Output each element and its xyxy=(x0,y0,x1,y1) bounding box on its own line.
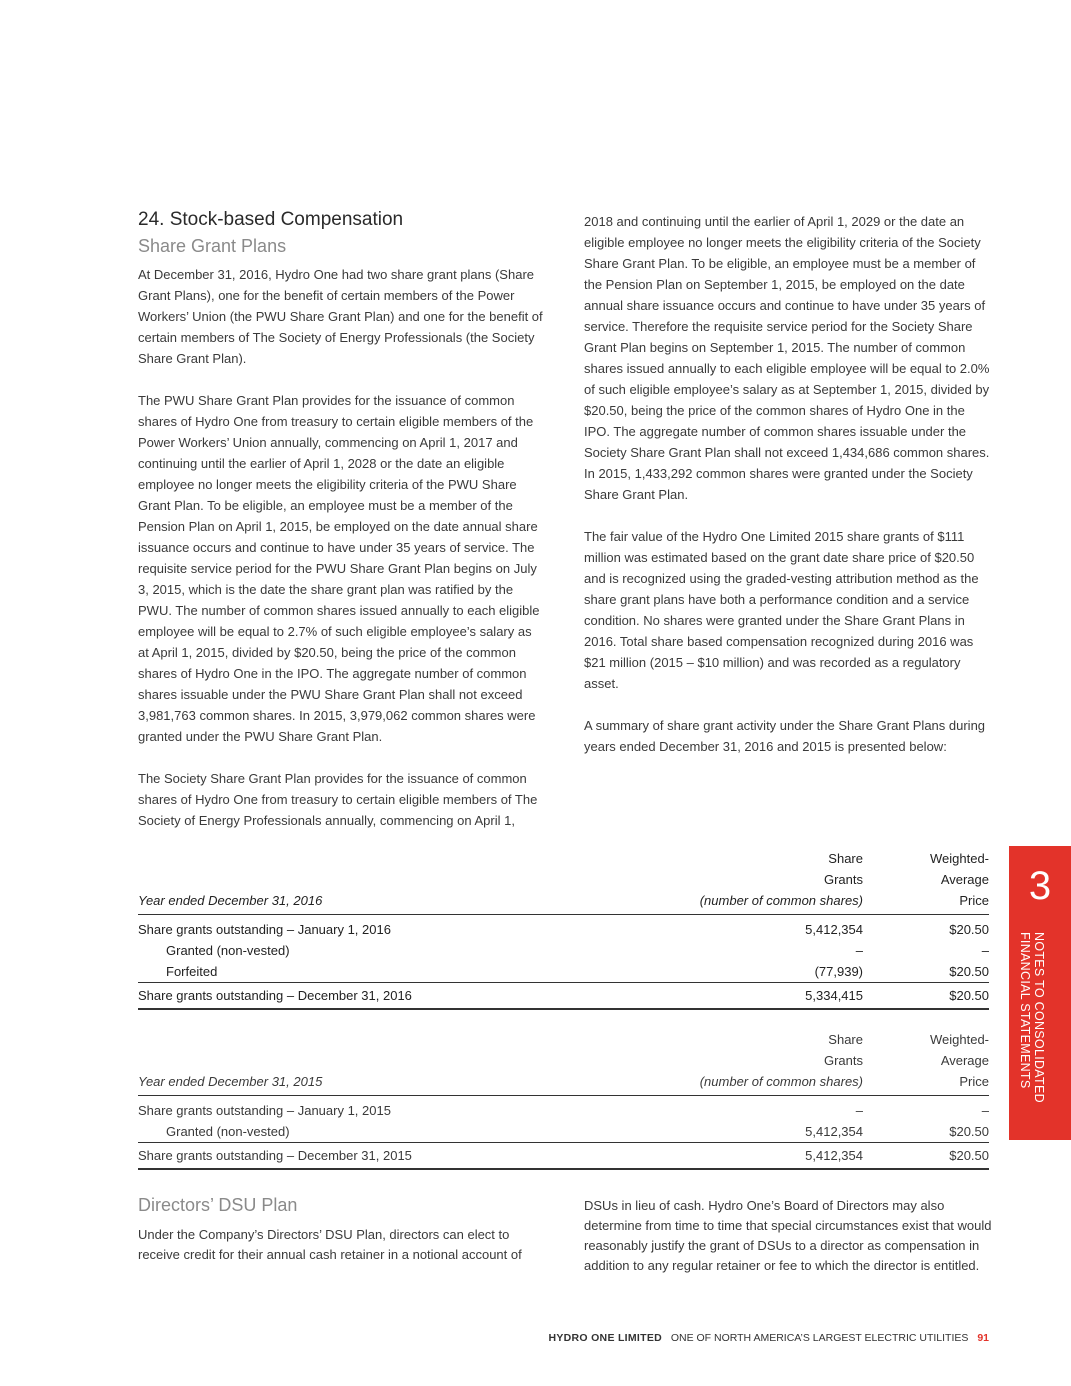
price-cell: $20.50 xyxy=(863,983,989,1010)
section-subtitle: Share Grant Plans xyxy=(138,236,287,256)
col-header: Grants xyxy=(823,872,863,887)
row-label: Share grants outstanding – December 31, 2015 xyxy=(138,1143,598,1170)
shares-cell: 5,412,354 xyxy=(598,1143,863,1170)
table-row xyxy=(138,1096,989,1122)
table-row xyxy=(138,915,989,941)
year-label: Year ended December 31, 2015 xyxy=(138,1071,598,1096)
price-cell: – xyxy=(981,1103,989,1118)
right-column xyxy=(584,211,992,778)
col-header: Grants xyxy=(823,1053,863,1068)
shares-cell: 5,334,415 xyxy=(598,983,863,1010)
dsu-left xyxy=(138,1193,538,1265)
page-number: 91 xyxy=(977,1332,989,1344)
table-row xyxy=(138,961,989,983)
col-header: Weighted- xyxy=(929,851,989,866)
table-total-row xyxy=(138,1143,989,1170)
row-label: Granted (non-vested) xyxy=(138,1121,598,1143)
footer-brand: HYDRO ONE LIMITED xyxy=(548,1332,663,1344)
dsu-title: Directors’ DSU Plan xyxy=(138,1195,298,1215)
col-header: Average xyxy=(940,872,989,887)
shares-cell: (77,939) xyxy=(598,961,863,983)
price-cell: – xyxy=(981,943,989,958)
col-header: (number of common shares) xyxy=(598,1071,863,1096)
paragraph: 2018 and continuing until the earlier of April 1, 2029 or the date an eligible employee no longer meets the eligibility criteria of the Society Share Grant Plan. To be eligible, an employee must be a member of the Pension Plan on September 1, 2015, be employed on the date annual share issuance occurs and continue to have under 35 years of service. Therefore the requisite service period for the Society Share Grant Plan begins on September 1, 2015. The number of common shares issued annually to each eligible employee will be equal to 2.0% of such eligible employee’s salary as at September 1, 2015, divided by $20.50, being the price of the common shares of Hydro One in the IPO. The aggregate number of common shares issuable under the Society Share Grant Plan shall not exceed 1,434,686 common shares. In 2015, 1,433,292 common shares were granted under the Society Share Grant Plan. xyxy=(584,214,990,502)
shares-cell: – xyxy=(855,943,863,958)
row-label: Share grants outstanding – December 31, 2016 xyxy=(138,983,598,1010)
share-grants-table-2015 xyxy=(138,1029,989,1170)
left-column xyxy=(138,208,546,852)
dsu-paragraph: Under the Company’s Directors’ DSU Plan, directors can elect to receive credit for their annual cash retainer in a notional account of xyxy=(138,1227,522,1262)
paragraph: The Society Share Grant Plan provides for the issuance of common shares of Hydro One from treasury to certain eligible members of The Society of Energy Professionals annually, commencing on April 1, xyxy=(138,771,538,828)
price-cell: $20.50 xyxy=(863,1143,989,1170)
paragraph: The PWU Share Grant Plan provides for the issuance of common shares of Hydro One from treasury to certain eligible members of the Power Workers’ Union annually, commencing on April 1, 2017 and continuing until the earlier of April 1, 2028 or the date an eligible employee no longer meets the eligibility criteria of the PWU Share Grant Plan. To be eligible, an employee must be a member of the Pension Plan on April 1, 2015, be employed on the date annual share issuance occurs and continue to have under 35 years of service. The requisite service period for the PWU Share Grant Plan begins on July 3, 2015, which is the date the share grant plan was ratified by the PWU. The number of common shares issued annually to each eligible employee will be equal to 2.7% of such eligible employee’s salary as at April 1, 2015, divided by $20.50, being the price of the common shares of Hydro One in the IPO. The aggregate number of common shares issuable under the PWU Share Grant Plan shall not exceed 3,981,763 common shares. In 2015, 3,979,062 common shares were granted under the PWU Share Grant Plan. xyxy=(138,393,540,744)
dsu-right xyxy=(584,1196,992,1276)
chapter-title-line: FINANCIAL STATEMENTS xyxy=(1018,932,1032,1089)
col-header: Price xyxy=(863,890,989,915)
col-header: Share xyxy=(828,1032,863,1047)
chapter-number: 3 xyxy=(1028,864,1052,908)
row-label: Share grants outstanding – January 1, 2015 xyxy=(138,1103,391,1118)
col-header: Price xyxy=(863,1071,989,1096)
table-row xyxy=(138,940,989,961)
price-cell: $20.50 xyxy=(863,961,989,983)
col-header: Weighted- xyxy=(929,1032,989,1047)
shares-cell: – xyxy=(855,1103,863,1118)
paragraph: At December 31, 2016, Hydro One had two share grant plans (Share Grant Plans), one for the benefit of certain members of the Power Workers’ Union (the PWU Share Grant Plan) and one for the benefit of certain members of The Society of Energy Professionals (the Society Share Grant Plan). xyxy=(138,267,543,366)
table-total-row xyxy=(138,983,989,1010)
price-cell: $20.50 xyxy=(863,1121,989,1143)
row-label: Forfeited xyxy=(138,961,598,983)
col-header: (number of common shares) xyxy=(598,890,863,915)
chapter-side-tab xyxy=(1009,846,1071,1140)
price-cell: $20.50 xyxy=(949,922,989,937)
shares-cell: 5,412,354 xyxy=(805,922,863,937)
dsu-paragraph: DSUs in lieu of cash. Hydro One’s Board of Directors may also determine from time to time that special circumstances exist that would reasonably justify the grant of DSUs to a director as compensation in addition to any regular retainer or fee to which the director is entitled. xyxy=(584,1198,992,1273)
page-footer xyxy=(548,1332,989,1344)
row-label: Share grants outstanding – January 1, 2016 xyxy=(138,922,391,937)
shares-cell: 5,412,354 xyxy=(598,1121,863,1143)
section-title: 24. Stock-based Compensation xyxy=(138,209,404,230)
chapter-title xyxy=(1018,932,1046,1103)
chapter-title-line: NOTES TO CONSOLIDATED xyxy=(1032,932,1046,1103)
share-grants-table-2016 xyxy=(138,848,989,1010)
row-label: Granted (non-vested) xyxy=(166,943,290,958)
footer-tagline: ONE OF NORTH AMERICA’S LARGEST ELECTRIC UTILITIES xyxy=(670,1332,969,1344)
col-header: Average xyxy=(940,1053,989,1068)
paragraph: The fair value of the Hydro One Limited 2015 share grants of $111 million was estimated based on the grant date share price of $20.50 and is recognized using the graded-vesting attribution method as the share grant plans have both a performance condition and a service condition. No shares were granted under the Share Grant Plans in 2016. Total share based compensation recognized during 2016 was $21 million (2015 – $10 million) and was recorded as a regulatory asset. xyxy=(584,529,979,691)
year-label: Year ended December 31, 2016 xyxy=(138,890,598,915)
paragraph: A summary of share grant activity under the Share Grant Plans during years ended December 31, 2016 and 2015 is presented below: xyxy=(584,718,986,754)
table-row xyxy=(138,1121,989,1143)
col-header: Share xyxy=(828,851,863,866)
